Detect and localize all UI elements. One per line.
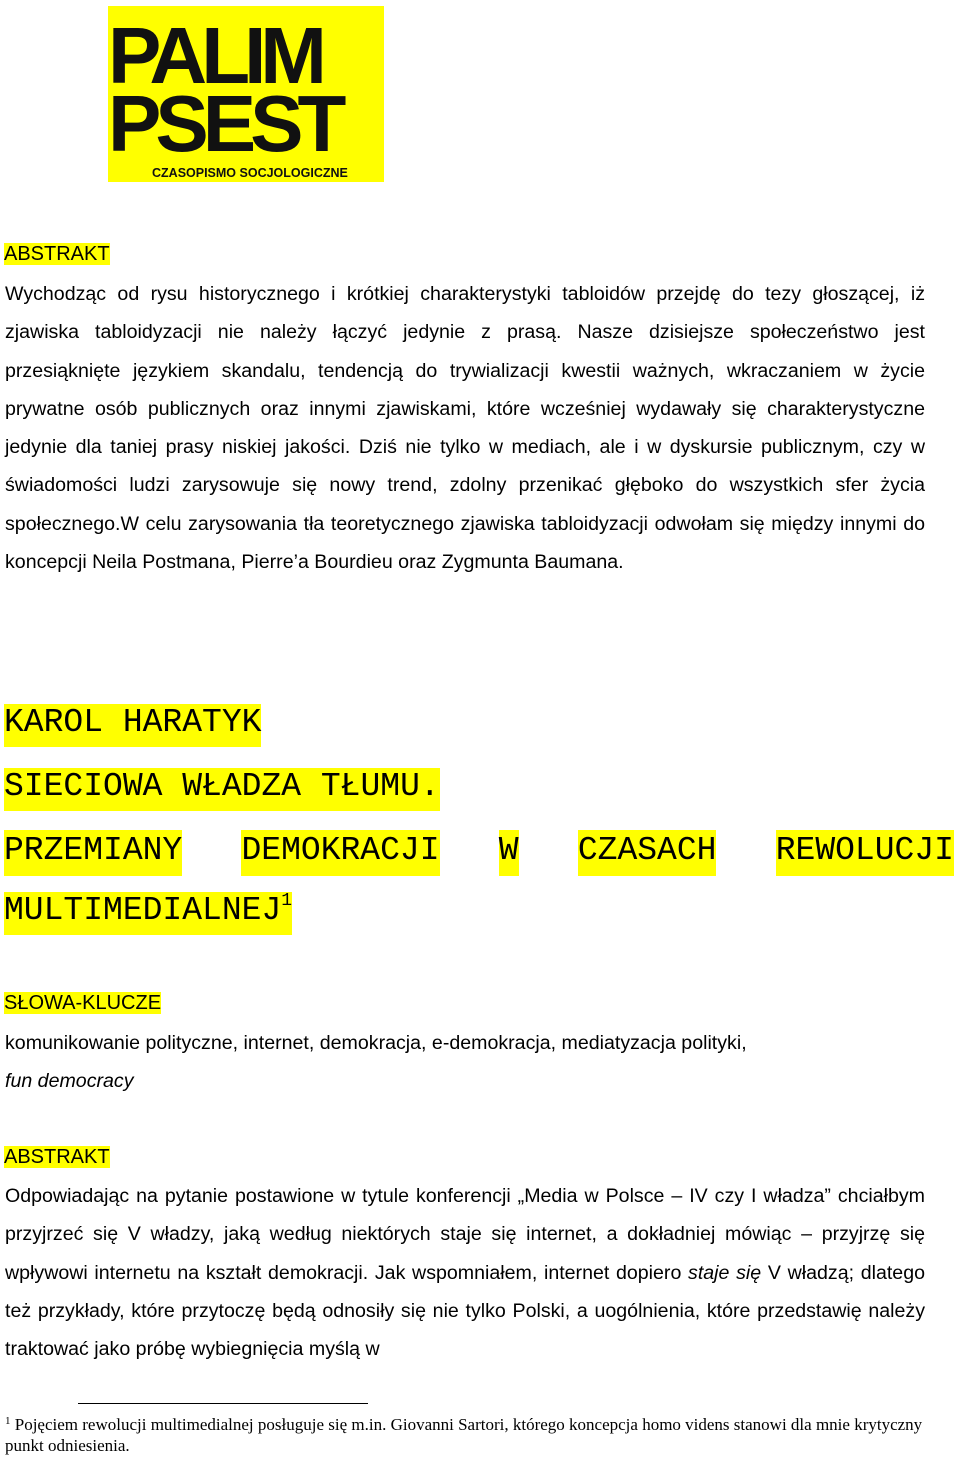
logo-line-psest: PSEST: [108, 79, 341, 168]
logo-subtitle: CZASOPISMO SOCJOLOGICZNE: [152, 166, 348, 180]
keywords-list: [5, 1024, 925, 1101]
title-word: DEMOKRACJI: [241, 830, 439, 876]
logo-line-palim: PALIM: [108, 11, 321, 100]
abstract-label-text: ABSTRAKT: [4, 243, 110, 265]
abstract-paragraph: Wychodząc od rysu historycznego i krótkiej charakterystyki tabloidów przejdę do tezy głoszącej, iż zjawiska tabloidyzacji nie należy łączyć jedynie z prasą. Nasze dzisiejsze społeczeństwo jest przesiąknięte językiem skandalu, tendencją do trywializacji kwestii ważnych, wkraczaniem w życie prywatne osób publicznych oraz innymi zjawiskami, które wcześniej wydawały się charakterystyczne jedynie dla taniej prasy niskiej jakości. Dziś nie tylko w mediach, ale i w dyskursie publicznym, czy w świadomości ludzi zarysowuje się nowy trend, zdolny przenikać głęboko do wszystkich sfer życia społecznego.W celu zarysowania tła teoretycznego zjawiska tabloidyzacji odwołam się między innymi do koncepcji Neila Postmana, Pierre’a Bourdieu oraz Zygmunta Baumana.: [5, 283, 925, 574]
footnote-mark: 1: [5, 1415, 11, 1427]
author-name: [4, 704, 261, 742]
title-line-3-wrap: [4, 892, 292, 935]
title-line-3-text: MULTIMEDIALNEJ: [4, 892, 282, 929]
title-line-2: [4, 830, 954, 876]
abstract-2-part1: Odpowiadając na pytanie postawione w tytule konferencji „Media w Polsce – IV czy I władza” chciałbym przyjrzeć się V władzy, jaką według niektórych staje się internet, a dokładniej mówiąc – przyjrzę się wpływowi internetu na kształt demokracji. Jak wspomniałem, internet dopiero: [5, 1185, 925, 1284]
keywords-label-text: SŁOWA-KLUCZE: [4, 992, 162, 1014]
title-word: PRZEMIANY: [4, 830, 182, 876]
abstract-label-2-text: ABSTRAKT: [4, 1146, 110, 1168]
author-name-text: KAROL HARATYK: [4, 704, 261, 747]
abstract-label: [4, 242, 110, 266]
title-word: W: [499, 830, 519, 876]
title-line-3: [4, 892, 292, 930]
keywords-label: [4, 991, 161, 1015]
abstract-label-2: [4, 1145, 110, 1169]
footnote-reference[interactable]: 1: [281, 891, 293, 911]
footnote: [5, 1414, 925, 1456]
title-word: CZASACH: [578, 830, 717, 876]
title-word: REWOLUCJI: [776, 830, 954, 876]
abstract-paragraph-2: [5, 1177, 925, 1368]
keywords-text-italic: fun democracy: [5, 1070, 134, 1093]
title-line-1-text: SIECIOWA WŁADZA TŁUMU.: [4, 768, 440, 811]
footnote-divider: [78, 1403, 368, 1404]
title-line-1: [4, 768, 440, 806]
journal-logo: [108, 6, 384, 182]
abstract-2-part2: V władzą; dlatego też przykłady, które przytoczę będą odnosiły się nie tylko Polski, a uogólnienia, które przedstawię należy traktować jako próbę wybiegnięcia myślą w: [5, 1261, 925, 1361]
abstract-2-italic: staje się: [688, 1261, 762, 1284]
footnote-text: Pojęciem rewolucji multimedialnej posługuje się m.in. Giovanni Sartori, którego koncepcja homo videns stanowi dla mnie krytyczny punkt odniesienia.: [5, 1415, 923, 1455]
keywords-text: komunikowanie polityczne, internet, demokracja, e-demokracja, mediatyzacja polityki,: [5, 1032, 747, 1054]
